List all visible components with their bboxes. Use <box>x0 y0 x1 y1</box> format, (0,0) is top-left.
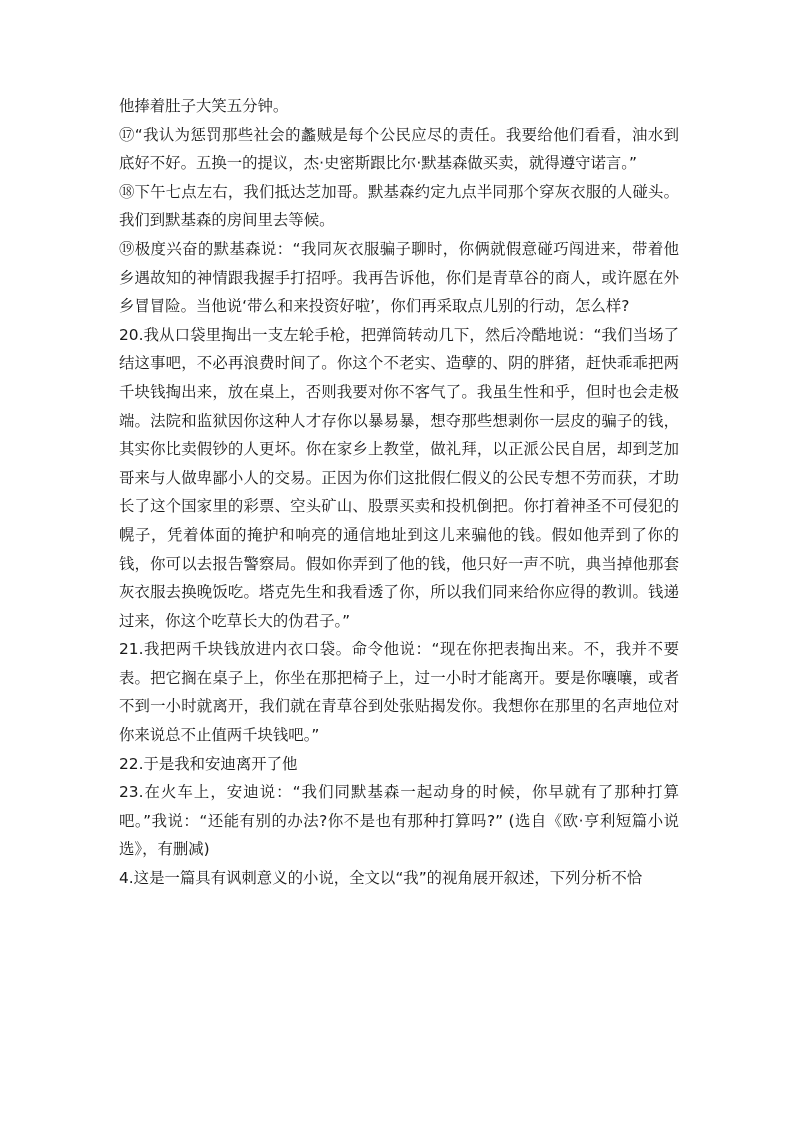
paragraph-16-end: 他捧着肚子大笑五分钟。 <box>119 97 289 115</box>
paragraph-22: 22.于是我和安迪离开了他 <box>119 754 298 773</box>
paragraph-18: ⑱下午七点左右，我们抵达芝加哥。默基森约定九点半同那个穿灰衣服的人碰头。我们到默基森的房间里去等候。 <box>119 182 679 230</box>
document-body <box>119 92 679 893</box>
paragraph-20: 20.我从口袋里掏出一支左轮手枪，把弹筒转动几下，然后冷酷地说：“我们当场了结这事吧，不必再浪费时间了。你这个不老实、造孽的、阴的胖猪，赶快乖乖把两千块钱掏出来，放在桌上，否则我要对你不客气了。我虽生性和乎，但时也会走极端。法院和监狱因你这种人才存你以暴易暴，想夺那些想剥你一层皮的骗子的钱，其实你比卖假钞的人更坏。你在家乡上教堂，做礼拜，以正派公民自居，却到芝加哥来与人做卑鄙小人的交易。正因为你们这批假仁假义的公民专想不劳而获，才助长了这个国家里的彩票、空头矿山、股票买卖和投机倒把。你打着神圣不可侵犯的幌子，凭着体面的掩护和响亮的通信地址到这儿来骗他的钱。假如他弄到了你的钱，你可以去报告警察局。假如你弄到了他的钱，他只好一声不吭，典当掉他那套灰衣服去换晚饭吃。塔克先生和我看透了你，所以我们同来给你应得的教训。钱递过来，你这个吃草长大的伪君子。” <box>119 325 679 630</box>
paragraph-17: ⑰“我认为惩罚那些社会的蠡贼是每个公民应尽的责任。我要给他们看看，油水到底好不好。五换一的提议，杰·史密斯跟比尔·默基森做买卖，就得遵守诺言。” <box>119 125 679 173</box>
question-4: 4.这是一篇具有讽刺意义的小说，全文以“我”的视角展开叙述，下列分析不恰 <box>119 869 643 888</box>
paragraph-21: 21.我把两千块钱放进内衣口袋。命令他说：“现在你把表掏出来。不，我并不要表。把它搁在桌子上，你坐在那把椅子上，过一小时才能离开。要是你嚷嚷，或者不到一小时就离开，我们就在青草谷到处张贴揭发你。我想你在那里的名声地位对你来说总不止值两千块钱吧。” <box>119 640 679 745</box>
paragraph-23: 23.在火车上，安迪说：“我们同默基森一起动身的时候，你早就有了那种打算吧。”我说：“还能有别的办法?你不是也有那种打算吗?” (选自《欧·亨利短篇小说选》，有删减) <box>119 783 679 859</box>
paragraph-19: ⑲极度兴奋的默基森说：“我同灰衣服骗子聊时，你俩就假意碰巧闯进来，带着他乡遇故知的神情跟我握手打招呼。我再告诉他，你们是青草谷的商人，或许愿在外乡冒冒险。当他说‘带么和来投资好啦’，你们再采取点儿别的行动，怎么样? <box>119 239 679 316</box>
